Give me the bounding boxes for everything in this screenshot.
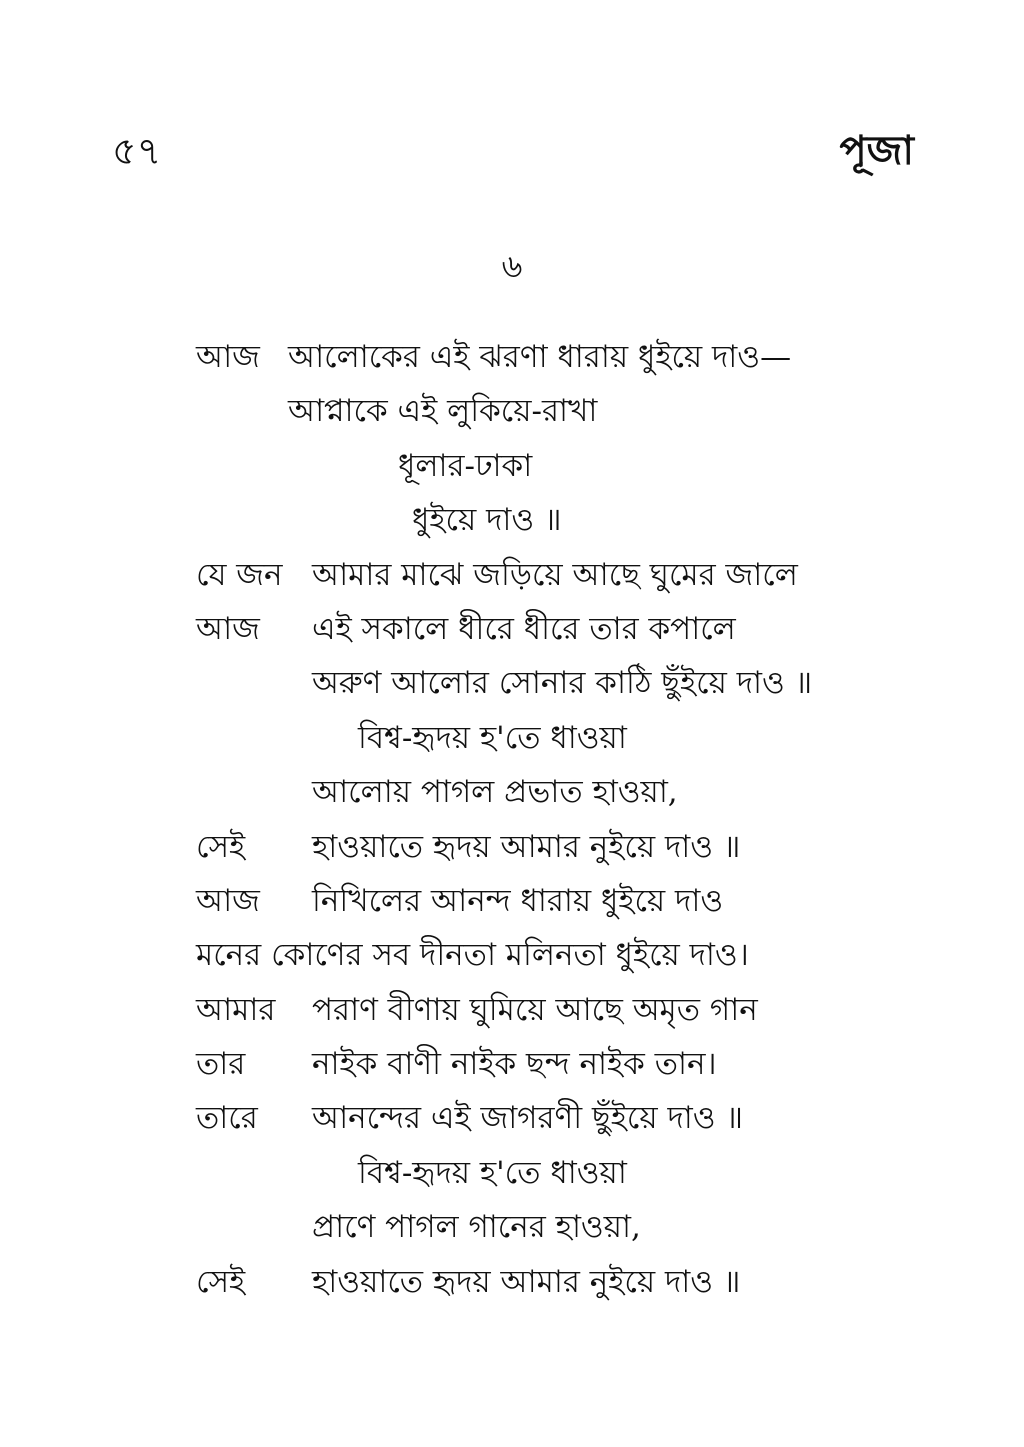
poem-line (0, 820, 1024, 874)
poem-line (0, 874, 1024, 928)
poem-body (0, 330, 1024, 1309)
line-text: এই সকালে ধীরে ধীরে তার কপালে (312, 610, 736, 647)
poem-line (0, 384, 1024, 438)
line-text: অরুণ আলোর সোনার কাঠি ছুঁইয়ে দাও ॥ (312, 665, 813, 702)
line-lead-word: আজ (196, 882, 260, 919)
poem-line (0, 765, 1024, 819)
poem-number: ৬ (501, 247, 523, 285)
line-text: হাওয়াতে হৃদয় আমার নুইয়ে দাও ॥ (312, 828, 741, 865)
poem-line (0, 602, 1024, 656)
line-text: মনের কোণের সব দীনতা মলিনতা ধুইয়ে দাও। (196, 937, 749, 974)
line-lead-word: সেই (196, 1263, 246, 1300)
poem-line (0, 1255, 1024, 1309)
page-number: ৫৭ (112, 129, 162, 173)
poem-line (0, 1200, 1024, 1254)
poem-line (0, 1146, 1024, 1200)
line-lead-word: আজ (196, 339, 260, 375)
line-text: পরাণ বীণায় ঘুমিয়ে আছে অমৃত গান (312, 991, 758, 1028)
poem-line (0, 1091, 1024, 1145)
line-text: আমার মাঝে জড়িয়ে আছে ঘুমের জালে (312, 556, 798, 593)
poem-line (0, 983, 1024, 1037)
line-lead-word: যে জন (196, 556, 283, 593)
line-text: ধুইয়ে দাও ॥ (412, 502, 562, 539)
line-text: হাওয়াতে হৃদয় আমার নুইয়ে দাও ॥ (312, 1263, 741, 1300)
poem-line (0, 1037, 1024, 1091)
poem-line (0, 656, 1024, 710)
line-lead-word: তার (196, 1046, 246, 1083)
line-text: আলোকের এই ঝরণা ধারায় ধুইয়ে দাও— (288, 339, 792, 375)
line-lead-word: সেই (196, 828, 246, 865)
line-text: প্রাণে পাগল গানের হাওয়া, (312, 1209, 641, 1246)
poem-line (0, 711, 1024, 765)
running-head: পূজা (839, 127, 914, 174)
line-text: আপ্নাকে এই লুকিয়ে-রাখা (288, 393, 598, 430)
line-lead-word: আজ (196, 610, 260, 647)
line-text: আনন্দের এই জাগরণী ছুঁইয়ে দাও ॥ (312, 1100, 743, 1137)
poem-line (0, 439, 1024, 493)
poem-line (0, 330, 1024, 384)
line-lead-word: তারে (196, 1100, 258, 1137)
line-text: আলোয় পাগল প্রভাত হাওয়া, (312, 774, 678, 811)
line-text: ধূলার-ঢাকা (398, 447, 533, 484)
line-text: নিখিলের আনন্দ ধারায় ধুইয়ে দাও (312, 882, 724, 919)
line-lead-word: আমার (196, 991, 276, 1028)
poem-line (0, 548, 1024, 602)
poem-line (0, 493, 1024, 547)
line-text: বিশ্ব-হৃদয় হ'তে ধাওয়া (358, 719, 627, 756)
line-text: বিশ্ব-হৃদয় হ'তে ধাওয়া (358, 1154, 627, 1191)
line-text: নাইক বাণী নাইক ছন্দ নাইক তান। (312, 1046, 717, 1083)
poem-line (0, 928, 1024, 982)
